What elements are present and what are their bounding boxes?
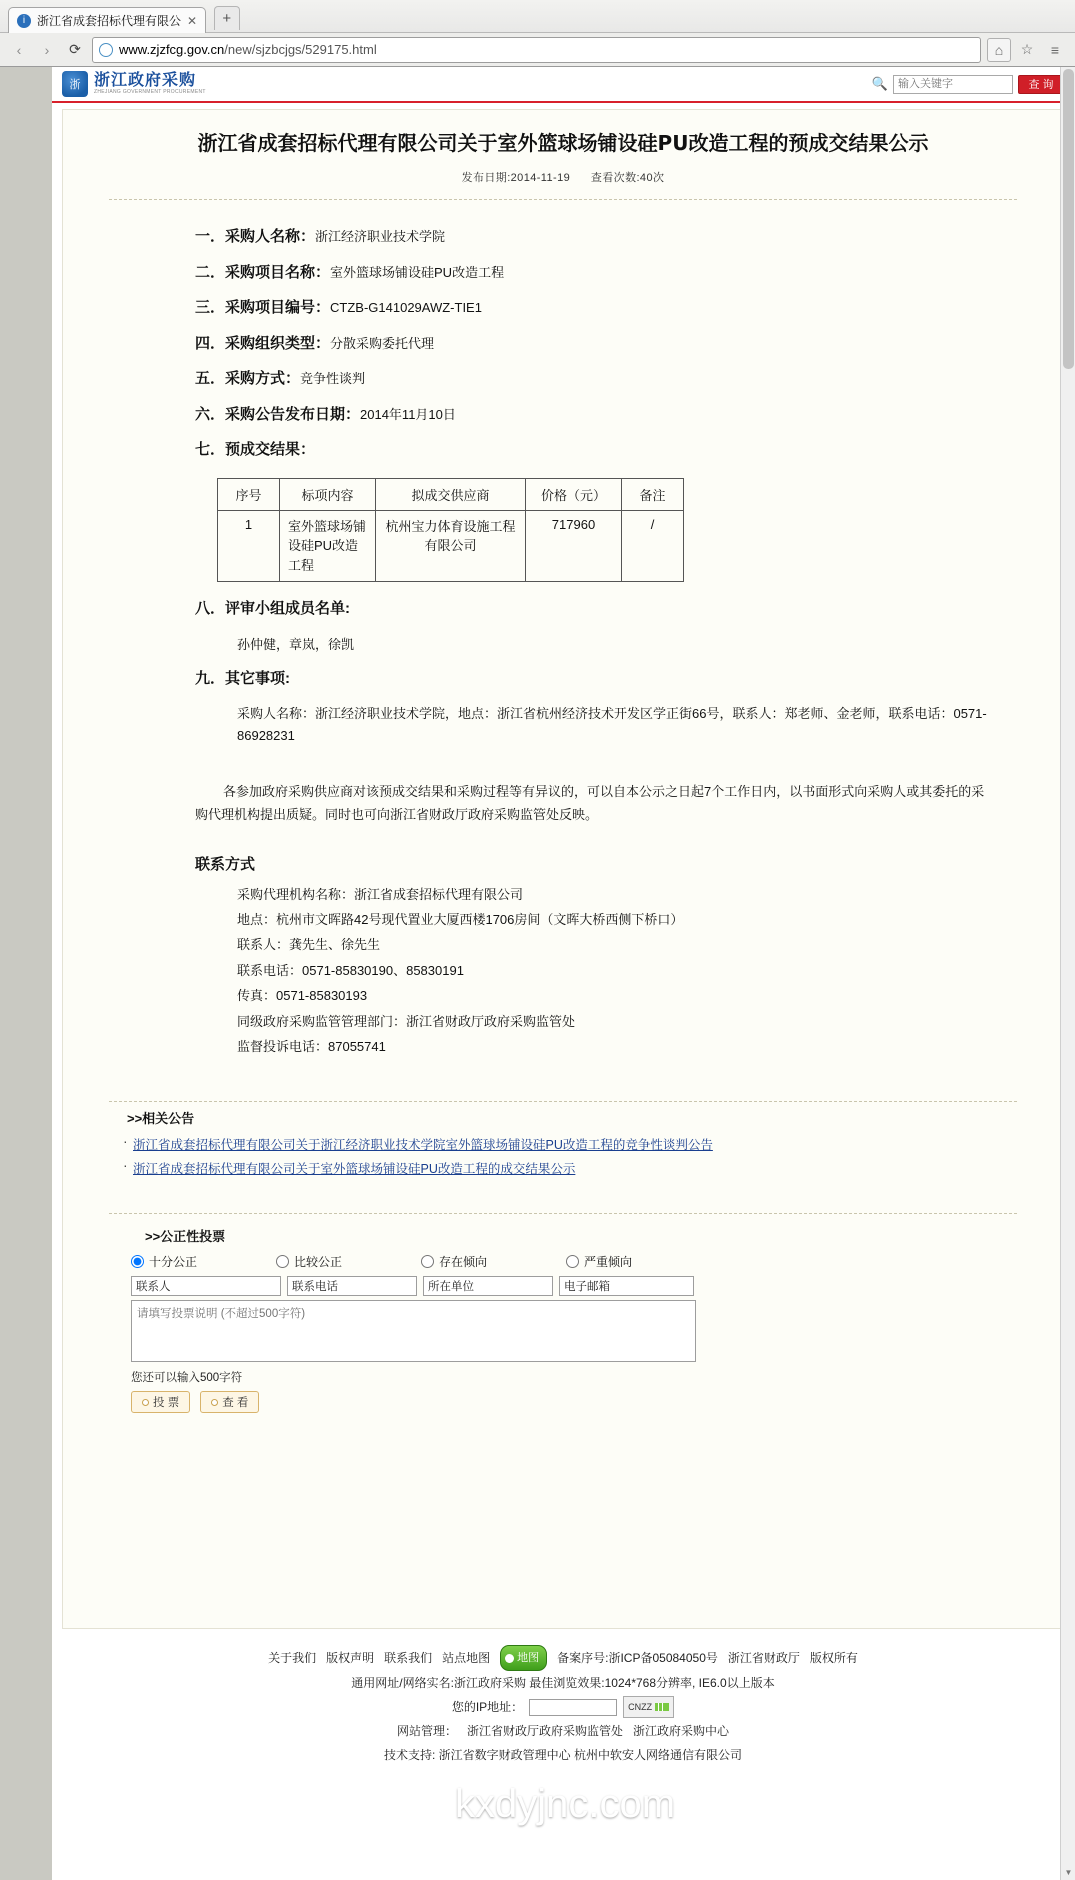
review-members: 孙仲健，章岚，徐凯 [237, 636, 355, 652]
vote-options [131, 1253, 1017, 1270]
view-count: 查看次数:40次 [590, 172, 665, 184]
list-item [121, 1159, 1017, 1177]
vote-option-very-fair[interactable] [131, 1253, 276, 1270]
related-link[interactable]: 浙江省成套招标代理有限公司关于浙江经济职业技术学院室外篮球场铺设硅PU改造工程的竞争性谈判公告 [133, 1138, 713, 1153]
view-results-label: 查 看 [222, 1397, 249, 1410]
fairness-vote-section [109, 1226, 1017, 1413]
contact-line: 传真：0571-85830193 [237, 988, 368, 1004]
doc-item [195, 262, 997, 285]
table-header-cell: 拟成交供应商 [376, 478, 526, 510]
contact-heading: 联系方式 [195, 855, 256, 873]
work-unit-input[interactable] [423, 1276, 553, 1296]
doc-item-value: 浙江经济职业技术学院 [315, 229, 446, 244]
vote-comment-textarea[interactable] [131, 1300, 696, 1362]
doc-item [195, 368, 997, 391]
doc-meta [109, 169, 1017, 185]
header-search [872, 75, 1064, 94]
list-item [121, 1135, 1017, 1153]
doc-item [195, 333, 997, 356]
browser-tab[interactable] [8, 7, 206, 33]
footer-link-copyright[interactable]: 版权声明 [326, 1651, 375, 1665]
footer-link-contact[interactable]: 联系我们 [384, 1651, 433, 1665]
table-header-cell: 标项内容 [280, 478, 376, 510]
doc-item-value: 竞争性谈判 [300, 371, 366, 386]
cnzz-bars-icon [655, 1703, 669, 1711]
content-frame [62, 109, 1064, 1629]
notice-paragraph: 各参加政府采购供应商对该预成交结果和采购过程等有异议的，可以自本公示之日起7个工作日内，以书面形式向采购人或其委托的采购代理机构提出质疑。同时也可向浙江省财政厅政府采购监管处反映。 [195, 784, 985, 823]
publish-date: 发布日期:2014-11-19 [461, 172, 571, 184]
page-viewport [0, 67, 1075, 1880]
map-chip[interactable] [500, 1645, 547, 1671]
doc-item-value: CTZB-G141029AWZ-TIE1 [330, 300, 482, 315]
doc-item [195, 668, 997, 691]
vote-option-label: 严重倾向 [584, 1255, 633, 1270]
ip-label: 您的IP地址： [451, 1700, 524, 1714]
back-icon[interactable]: ‹ [16, 41, 22, 58]
contact-line: 联系电话：0571-85830190、85830191 [237, 962, 464, 978]
address-bar-actions [987, 38, 1067, 62]
search-button[interactable]: 查 询 [1018, 75, 1064, 94]
bullet-icon [211, 1399, 218, 1406]
doc-item-label: 二．采购项目名称： [195, 263, 331, 281]
related-title: >>相关公告 [127, 1111, 195, 1127]
address-bar[interactable] [92, 37, 981, 63]
vote-radio[interactable] [421, 1255, 434, 1268]
doc-item-value: 2014年11月10日 [360, 406, 456, 422]
footer-link-admin1[interactable]: 浙江省财政厅政府采购监管处 [466, 1724, 623, 1738]
doc-item-label: 一．采购人名称： [195, 228, 316, 245]
contact-line: 采购代理机构名称：浙江省成套招标代理有限公司 [237, 886, 524, 902]
vote-title: >>公正性投票 [145, 1229, 226, 1245]
table-cell-supplier: 杭州宝力体育设施工程有限公司 [376, 510, 526, 582]
table-header-cell: 价格（元） [526, 478, 622, 510]
doc-item [195, 598, 997, 621]
close-icon[interactable]: ✕ [187, 13, 198, 28]
star-icon[interactable]: ☆ [1020, 41, 1034, 57]
watermark: kxdyjnc.com [455, 1782, 676, 1826]
table-header-cell: 序号 [218, 478, 280, 510]
contact-line: 地点：杭州市文晖路42号现代置业大厦西楼1706房间（文晖大桥西侧下桥口） [237, 912, 684, 928]
table-cell-no: 1 [218, 510, 280, 582]
ip-value-box [529, 1699, 617, 1716]
doc-item-label: 六．采购公告发布日期： [195, 405, 361, 423]
search-input[interactable] [893, 75, 1013, 94]
icp-text: 备案序号:浙ICP备05084050号 [557, 1651, 718, 1665]
cnzz-label: CNZZ [628, 1702, 653, 1712]
new-tab-button[interactable]: + [214, 6, 240, 30]
vote-option-very-biased[interactable] [566, 1253, 711, 1270]
page-title: 浙江省成套招标代理有限公司关于室外篮球场铺设硅PU改造工程的预成交结果公示 [197, 131, 929, 155]
char-limit-text: 您还可以输入500字符 [131, 1372, 243, 1385]
doc-item-value: 室外篮球场铺设硅PU改造工程 [330, 264, 505, 280]
site-admin-label: 网站管理： [396, 1724, 457, 1738]
footer-link-sitemap[interactable]: 站点地图 [442, 1651, 491, 1665]
vote-option-label: 存在倾向 [439, 1255, 488, 1270]
table-row [218, 510, 684, 582]
vote-fields [131, 1276, 1017, 1296]
footer-link-dept[interactable]: 浙江省财政厅 [727, 1651, 800, 1665]
url-host: www.zjzfcg.gov.cn [119, 42, 225, 57]
submit-vote-label: 投 票 [153, 1397, 180, 1410]
contact-line: 监督投诉电话：87055741 [237, 1038, 386, 1054]
web-page [52, 67, 1074, 1880]
logo-text [94, 73, 206, 95]
doc-item [195, 439, 997, 462]
divider [109, 1213, 1017, 1214]
table-header-cell: 备注 [622, 478, 684, 510]
vote-radio[interactable] [566, 1255, 579, 1268]
logo-icon: 浙 [62, 71, 88, 97]
contact-line: 联系人：龚先生、徐先生 [237, 937, 381, 953]
table-cell-content: 室外篮球场铺设硅PU改造工程 [280, 510, 376, 582]
scroll-down-icon[interactable]: ▼ [1064, 1868, 1073, 1877]
search-icon: 🔍 [871, 76, 888, 91]
vote-option-label: 十分公正 [149, 1255, 198, 1270]
other-matters: 采购人名称：浙江经济职业技术学院，地点：浙江省杭州经济技术开发区学正街66号，联系人：郑老师、金老师，联系电话：0571-86928231 [237, 706, 987, 744]
divider [109, 199, 1017, 200]
table-cell-price: 717960 [526, 510, 622, 582]
footer-ip-row [52, 1695, 1074, 1719]
page-scrollbar[interactable] [1060, 67, 1075, 1880]
doc-item [195, 297, 997, 320]
email-input[interactable] [559, 1276, 694, 1296]
footer-nav-row [52, 1645, 1074, 1671]
doc-item [195, 226, 997, 249]
result-table [217, 478, 684, 583]
globe-icon [99, 43, 113, 57]
forward-icon[interactable]: › [44, 41, 50, 58]
tab-strip [0, 4, 1075, 32]
site-header [52, 67, 1074, 103]
contact-name-input[interactable] [131, 1276, 281, 1296]
doc-item-label: 三．采购项目编号： [195, 299, 331, 316]
bookmark-bar-icon[interactable]: ⌂ [987, 38, 1011, 62]
doc-item-label: 七．预成交结果： [195, 441, 316, 458]
reload-icon[interactable]: ⟳ [69, 41, 81, 57]
view-results-button[interactable] [200, 1391, 259, 1413]
contact-line: 同级政府采购监管管理部门：浙江省财政厅政府采购监管处 [237, 1013, 576, 1029]
doc-item-label: 五．采购方式： [195, 370, 301, 387]
menu-icon[interactable]: ≡ [1050, 41, 1060, 58]
cnzz-badge[interactable] [623, 1696, 674, 1718]
bullet-icon [142, 1399, 149, 1406]
url-path: /new/sjzbcjgs/529175.html [224, 42, 377, 57]
vote-comment-wrap [131, 1300, 696, 1365]
site-logo[interactable] [62, 71, 206, 97]
map-pin-icon [505, 1654, 514, 1663]
vote-option-fair[interactable] [276, 1253, 421, 1270]
tab-title: 浙江省成套招标代理有限公 [37, 14, 182, 28]
map-chip-label: 地图 [517, 1652, 540, 1664]
url-text [119, 42, 377, 57]
doc-body [109, 226, 1017, 1059]
doc-item-value: 分散采购委托代理 [330, 335, 435, 351]
doc-item-label: 九．其它事项: [195, 669, 290, 687]
doc-item [195, 404, 997, 427]
submit-vote-button[interactable] [131, 1391, 190, 1413]
footer-line3 [52, 1719, 1074, 1743]
related-announcements [109, 1101, 1017, 1177]
site-footer [52, 1629, 1074, 1767]
footer-link-about[interactable]: 关于我们 [268, 1651, 317, 1665]
doc-item-label: 八．评审小组成员名单: [195, 600, 350, 617]
vote-radio[interactable] [131, 1255, 144, 1268]
doc-item-label: 四．采购组织类型： [195, 334, 331, 352]
url-bar-row [0, 32, 1075, 66]
table-header-row [218, 478, 684, 510]
vote-option-label: 比较公正 [294, 1255, 343, 1270]
logo-title-cn: 浙江政府采购 [94, 71, 197, 89]
vote-option-biased[interactable] [421, 1253, 566, 1270]
footer-line4: 技术支持: 浙江省数字财政管理中心 杭州中软安人网络通信有限公司 [383, 1748, 742, 1762]
related-link[interactable]: 浙江省成套招标代理有限公司关于室外篮球场铺设硅PU改造工程的成交结果公示 [133, 1162, 576, 1177]
vote-radio[interactable] [276, 1255, 289, 1268]
contact-phone-input[interactable] [287, 1276, 417, 1296]
related-list [109, 1135, 1017, 1177]
footer-copyright: 版权所有 [809, 1651, 858, 1665]
table-cell-note: / [622, 510, 684, 582]
footer-link-admin2[interactable]: 浙江政府采购中心 [633, 1724, 730, 1738]
scrollbar-thumb[interactable] [1063, 69, 1074, 369]
footer-line2: 通用网址/网络实名:浙江政府采购 最佳浏览效果:1024*768分辨率, IE6.0以上版本 [351, 1676, 775, 1690]
vote-buttons [131, 1391, 1017, 1413]
browser-chrome [0, 0, 1075, 67]
favicon-icon: i [17, 14, 31, 28]
logo-title-en: ZHEJIANG GOVERNMENT PROCUREMENT [94, 88, 206, 95]
